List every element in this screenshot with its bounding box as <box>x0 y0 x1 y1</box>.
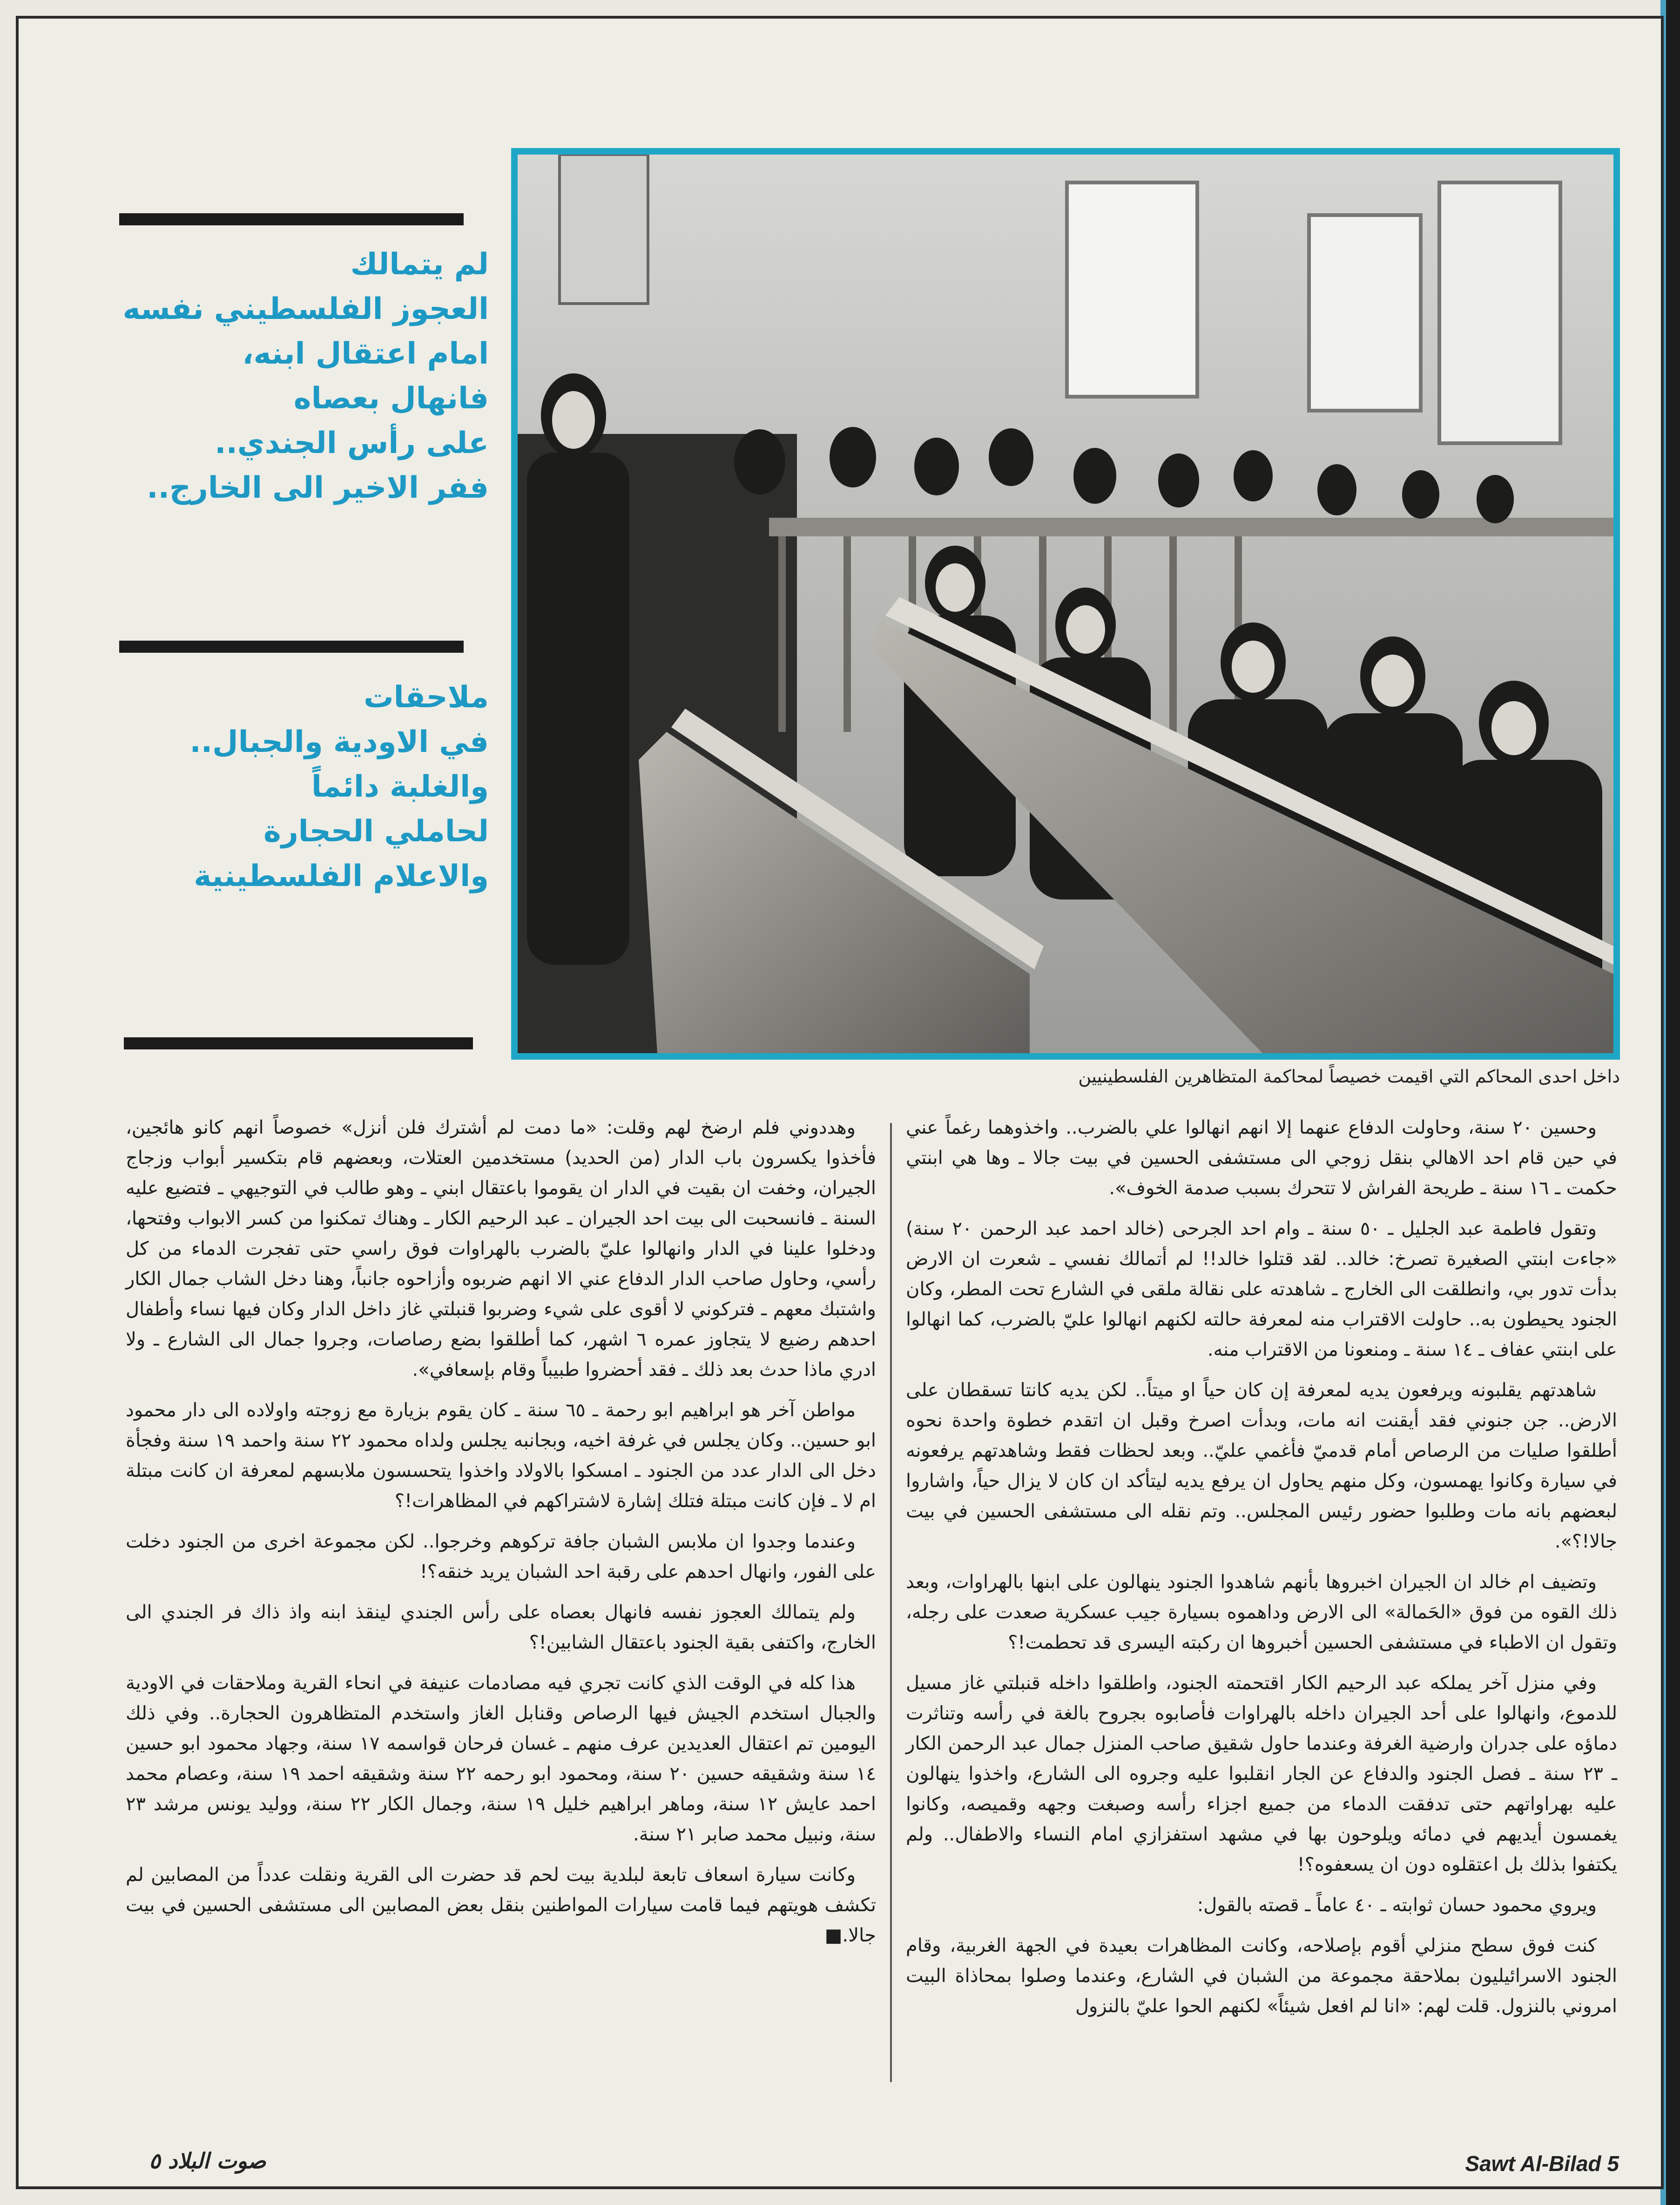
headline-line: في الاودية والجبال.. <box>189 725 489 759</box>
headline-line: لحاملي الحجارة <box>263 814 489 849</box>
article-paragraph: وتضيف ام خالد ان الجيران اخبروها بأنهم شاهدوا الجنود ينهالون على ابنها بالهراوات، وبعد ذلك القوه من فوق «الحَمالة» الى الارض وداهموه بسيارة جيب عسكرية صعدت على رجله، وتقول ان الاطباء في مستشفى الحسين أخبروها ان ركبته اليسرى قد تحطمت!؟ <box>906 1571 1617 1653</box>
article-paragraph: هذا كله في الوقت الذي كانت تجري فيه مصادمات عنيفة في انحاء القرية وملاحقات في الاودية والجبال استخدم الجيش فيها الرصاص وقنابل الغاز واستخدم المتظاهرون الحجارة.. وفي ذلك اليومين تم اعتقال العديدين عرف منهم ـ غسان فرحان قواسمه ١٧ سنة، وجهاد محمود ابو حسين ١٤ سنة وشقيقه حسين ٢٠ سنة، ومحمود ابو رحمه ٢٢ سنة وشقيقه احمد ١٩ سنة، وعصام محمد احمد عايش ١٢ سنة، وماهر ابراهيم خليل ١٩ سنة، وجمال الكار ٢٢ سنة، ووليد يونس مرشد ٢٣ سنة، ونبيل محمد صابر ٢١ سنة. <box>126 1672 877 1845</box>
article-paragraph: وتقول فاطمة عبد الجليل ـ ٥٠ سنة ـ وام احد الجرحى (خالد احمد عبد الرحمن ٢٠ سنة) «جاءت ابنتي الصغيرة تصرخ: خالد.. لقد قتلوا خالد!! لم أتمالك نفسي ـ شعرت ان الارض بدأت تدور بي، وانطلقت الى الخارج ـ شاهدته على نقالة ملقى في الشارع تحت المطر، وكان الجنود يحيطون به.. حاولت الاقتراب منه لمعرفة حالته لكنهم انهالوا عليّ بالضرب، كما انهالوا على ابنتي عفاف ـ ١٤ سنة ـ ومنعونا من الاقتراب منه. <box>906 1218 1617 1360</box>
headline-line: ففر الاخير الى الخارج.. <box>147 471 489 505</box>
headline-rule-top <box>119 213 464 225</box>
photo-caption: داخل احدى المحاكم التي اقيمت خصيصاً لمحاكمة المتظاهرين الفلسطينيين <box>1078 1066 1620 1087</box>
article-paragraph: مواطن آخر هو ابراهيم ابو رحمة ـ ٦٥ سنة ـ كان يقوم بزيارة مع زوجته واولاده الى دار محمود ابو حسين.. وكان يجلس في غرفة اخيه، وبجانبه يجلس ولداه محمود ٢٢ سنة واحمد ١٩ سنة وفجأة دخل الى الدار عدد من الجنود ـ امسكوا بالاولاد واخذوا يتحسسون ملابسهم لمعرفة ان كانت مبتلة ام لا ـ فإن كانت مبتلة فتلك إشارة لاشتراكهم في المظاهرات!؟ <box>126 1400 876 1512</box>
footer-arabic: صوت البلاد ٥ <box>149 2148 266 2173</box>
headline-line: والاعلام الفلسطينية <box>194 859 489 893</box>
column-divider <box>890 1123 892 2082</box>
article-paragraph: ولم يتمالك العجوز نفسه فانهال بعصاه على رأس الجندي لينقذ ابنه واذ ذاك فر الجندي الى الخارج، واكتفى بقية الجنود باعتقال الشابين!؟ <box>126 1602 876 1653</box>
article-paragraph: وفي منزل آخر يملكه عبد الرحيم الكار اقتحمته الجنود، واطلقوا داخله قنبلتي غاز مسيل للدموع، وانهالوا على أحد الجيران داخله بالهراوات فأصابوه بجروح بالغة في رأسه وتناثرت دماؤه على جدران وارضية الغرفة وعندما حاول شقيق صاحب المنزل جمال عبد الرحمن الكار ـ ٢٣ سنة ـ فصل الجنود والدفاع عن الجار انقلبوا عليه وجروه الى الشارع، واخذوا ينهالون عليه بهراواتهم حتى تدفقت الدماء من جميع اجزاء رأسه وصبغت وجهه وقميصه، وكانوا يغمسون أيديهم في دمائه ويلوحون بها في مشهد استفزازي امام النساء والاطفال.. ولم يكتفوا بذلك بل اعتقلوه دون ان يسعفوه؟! <box>906 1672 1617 1875</box>
courtroom-photo <box>511 148 1620 1060</box>
magazine-page <box>16 16 1664 2189</box>
headline-old-man <box>116 242 489 510</box>
footer-english: Sawt Al-Bilad 5 <box>1465 2151 1619 2176</box>
article-paragraph: شاهدتهم يقلبونه ويرفعون يديه لمعرفة إن كان حياً او ميتاً.. لكن يديه كانتا تسقطان على الارض.. جن جنوني فقد أيقنت انه مات، وبدأت اصرخ وقبل ان اتقدم خطوة واحدة نحوه أطلقوا صليات من الرصاص أمام قدميّ فأغمي عليّ.. وبعد لحظات فقط وشاهدتهم يرفعونه في سيارة وكانوا يهمسون، وكل منهم يحاول ان يرفع يديه ليتأكد ان كان لا يزال حياً، واشاروا لبعضهم بانه مات وطلبوا حضور رئيس المجلس.. وتم نقله الى مستشفى الحسين في بيت جالا!؟». <box>906 1380 1617 1552</box>
headline-rule-bottom <box>124 1037 473 1049</box>
headline-line: فانهال بعصاه <box>293 381 489 416</box>
article-paragraph: وكانت سيارة اسعاف تابعة لبلدية بيت لحم قد حضرت الى القرية ونقلت عدداً من المصابين لم تكشف هويتهم فيما قامت سيارات المواطنين بنقل بعض المصابين الى مستشفى الحسين في بيت جالا.■ <box>126 1864 876 1946</box>
headline-rule-middle <box>119 641 464 653</box>
article-paragraph: ويروي محمود حسان ثوابته ـ ٤٠ عاماً ـ قصته بالقول: <box>1197 1894 1597 1916</box>
article-column-left <box>126 1113 876 1961</box>
headline-line: امام اعتقال ابنه، <box>242 337 489 371</box>
article-paragraph: كنت فوق سطح منزلي أقوم بإصلاحه، وكانت المظاهرات بعيدة في الجهة الغربية، وقام الجنود الاسرائيليون بملاحقة مجموعة من الشبان في الشارع، وعندما وصلوا بمحاذاة البيت امروني بالنزول. قلت لهم: «انا لم افعل شيئاً» لكنهم الحوا عليّ بالنزول <box>906 1935 1617 2017</box>
headline-pursuits <box>116 675 489 899</box>
headline-line: والغلبة دائماً <box>311 770 489 804</box>
article-paragraph: وهددوني فلم ارضخ لهم وقلت: «ما دمت لم أشترك فلن أنزل» خصوصاً انهم كانو هائجين، فأخذوا يكسرون باب الدار (من الحديد) مستخدمين العتلات، وبعضهم قام بتكسير أبواب وزجاج الجيران، وخفت ان بقيت في الدار ان يقوموا باعتقال ابني ـ وهو طالب في التوجيهي ـ فتضيع عليه السنة ـ فانسحبت الى بيت احد الجيران ـ عبد الرحيم الكار ـ وهناك تمكنوا من كسر الابواب وفتحها، ودخلوا علينا في الدار وانهالوا عليّ بالضرب بالهراوات فوق راسي حتى تفجرت الدماء من كل رأسي، وحاول صاحب الدار الدفاع عني الا انهم ضربوه وأزاحوه جانباً، وهنا دخل الشاب جمال الكار واشتبك معهم ـ فتركوني لا أقوى على شيء وضربوا قنبلتي غاز داخل الدار وكان فيها نساء وأطفال احدهم رضيع لا يتجاوز عمره ٦ اشهر، كما أطلقوا بضع رصاصات، وجروا جمال الى الشارع ـ ولا ادري ماذا حدث بعد ذلك ـ فقد أحضروا طبيباً وقام بإسعافي». <box>126 1117 876 1380</box>
page-edge <box>1666 0 1680 2205</box>
article-column-right <box>906 1113 1617 2032</box>
headline-line: على رأس الجندي.. <box>215 426 489 460</box>
article-paragraph: وعندما وجدوا ان ملابس الشبان جافة تركوهم وخرجوا.. لكن مجموعة اخرى من الجنود دخلت على الفور، وانهال احدهم على رقبة احد الشبان يريد خنقه؟! <box>126 1531 876 1583</box>
article-paragraph: وحسين ٢٠ سنة، وحاولت الدفاع عنهما إلا انهم انهالوا علي بالضرب.. واخذوهما رغماً عني في حين قام احد الاهالي بنقل زوجي الى مستشفى الحسين في بيت جالا ـ وها هي ابنتي حكمت ـ ١٦ سنة ـ طريحة الفراش لا تتحرك بسبب صدمة الخوف». <box>906 1117 1617 1199</box>
headline-line: العجوز الفلسطيني نفسه <box>122 292 489 326</box>
headline-line: ملاحقات <box>364 680 489 715</box>
headline-line: لم يتمالك <box>350 247 489 282</box>
